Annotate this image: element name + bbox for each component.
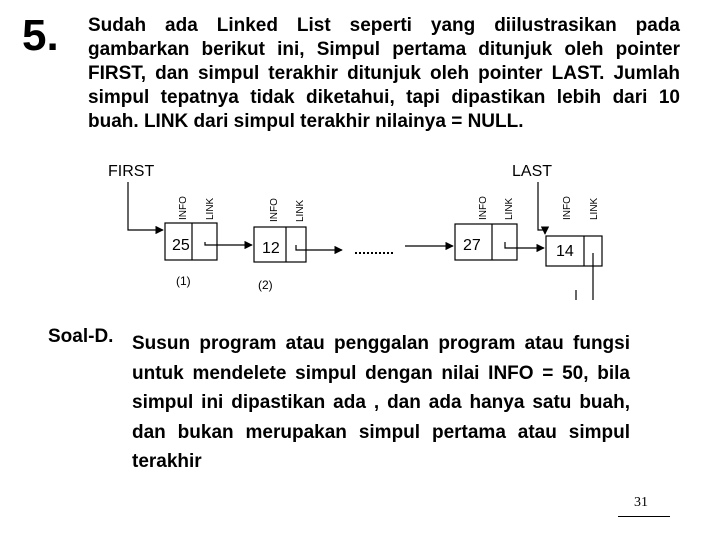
link-arrow-3-4 — [505, 242, 544, 248]
last-pointer-arrow — [538, 182, 545, 234]
node-3 — [455, 224, 517, 260]
node-1-index: (1) — [176, 274, 191, 288]
soal-label: Soal-D. — [48, 326, 114, 347]
link-arrow-1-2 — [205, 242, 252, 245]
node-4-info-value: 14 — [556, 243, 574, 260]
soal-text: Susun program atau penggalan program atau fungsi untuk mendelete simpul dengan nilai INFO = 50, bila simpul ini dipastikan ada , dan ada hanya satu buah, dan bukan merupakan simpul pertama atau simpul terakhir — [132, 333, 630, 472]
link-arrow-2-ellipsis — [296, 245, 342, 250]
node-2-info-header: INFO — [269, 198, 280, 222]
first-pointer-label: FIRST — [108, 163, 155, 180]
node-3-info-header: INFO — [478, 196, 489, 220]
first-pointer-arrow — [128, 182, 163, 230]
node-1-info-header: INFO — [178, 196, 189, 220]
node-1-link-header: LINK — [205, 197, 216, 220]
node-1 — [165, 223, 217, 288]
node-3-info-value: 27 — [463, 237, 481, 254]
page-number: 31 — [634, 495, 648, 510]
node-1-info-value: 25 — [172, 237, 190, 254]
node-2 — [254, 227, 306, 292]
node-4-link-header: LINK — [589, 197, 600, 220]
node-2-index: (2) — [258, 278, 273, 292]
linked-list-diagram — [0, 150, 720, 300]
page-number-rule — [618, 516, 670, 517]
node-4-info-header: INFO — [562, 196, 573, 220]
question-text: Sudah ada Linked List seperti yang diilustrasikan pada gambarkan berikut ini, Simpul pertama ditunjuk oleh pointer FIRST, dan simpul terakhir ditunjuk oleh pointer LAST. Jumlah simpul tepatnya tidak diketahui, tapi dipastikan lebih dari 10 buah. LINK dari simpul terakhir nilainya = NULL. — [88, 15, 680, 132]
question-number: 5. — [22, 11, 59, 60]
node-2-info-value: 12 — [262, 240, 280, 257]
node-3-link-header: LINK — [504, 197, 515, 220]
node-2-link-header: LINK — [295, 199, 306, 222]
last-pointer-label: LAST — [512, 163, 553, 180]
